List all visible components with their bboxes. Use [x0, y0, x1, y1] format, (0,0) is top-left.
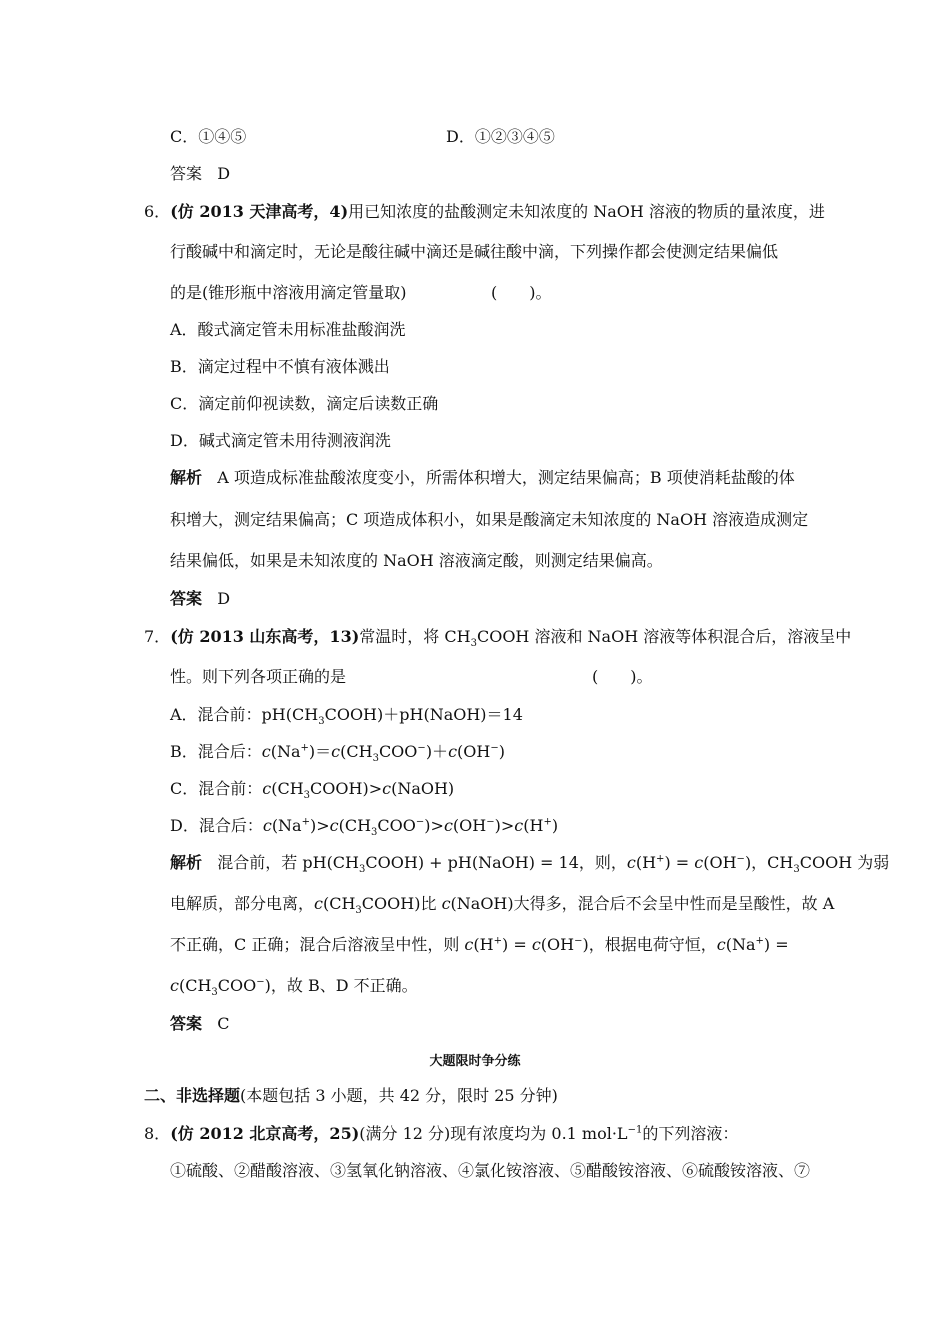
superscript: +	[543, 816, 552, 828]
conc-symbol: c	[262, 779, 272, 798]
option-text: (CH	[271, 779, 304, 798]
conc-symbol: c	[331, 742, 341, 761]
conc-symbol: c	[514, 816, 524, 835]
question-text: 用已知浓度的盐酸测定未知浓度的 NaOH 溶液的物质的量浓度，进	[348, 202, 825, 221]
analysis-text: 不正确，C 正确；混合后溶液呈中性，则	[170, 935, 465, 954]
question-text: 的下列溶液：	[642, 1124, 739, 1143]
q7-analysis-line2	[170, 893, 834, 915]
option-text: B．混合后：	[170, 742, 262, 761]
question-number: 6．	[144, 202, 171, 221]
q7-option-b	[170, 741, 505, 763]
q6-analysis-line1	[170, 467, 795, 489]
section-description: (本题包括 3 小题，共 42 分，限时 25 分钟)	[240, 1086, 558, 1105]
section-title-text: 二、非选择题	[144, 1086, 241, 1105]
option-text: COOH)>	[310, 779, 383, 798]
option-text: )>	[494, 816, 515, 835]
analysis-text: ) =	[501, 935, 532, 954]
conc-symbol: c	[448, 742, 458, 761]
conc-symbol: c	[329, 816, 339, 835]
q5-answer	[170, 163, 230, 185]
conc-symbol: c	[694, 853, 704, 872]
q6-stem-line3: 的是(锥形瓶中溶液用滴定管量取)	[170, 283, 407, 302]
option-text: (Na	[270, 742, 301, 761]
q7-option-d	[170, 815, 558, 837]
option-text: (OH	[452, 816, 487, 835]
analysis-text: COOH 为弱	[799, 853, 890, 872]
analysis-text: 电解质，部分电离，	[170, 894, 315, 913]
analysis-text: )，故 B、D 不正确。	[264, 976, 418, 995]
q6-answer	[170, 588, 230, 610]
q7-option-c	[170, 778, 454, 800]
section-heading: 大题限时争分练	[429, 1054, 521, 1069]
q5-option-d: D．①②③④⑤	[446, 127, 555, 146]
conc-symbol: c	[262, 816, 272, 835]
subscript: 3	[359, 864, 366, 876]
superscript: −	[256, 976, 265, 988]
conc-symbol: c	[531, 935, 541, 954]
option-text: (Na	[271, 816, 302, 835]
option-text: )>	[424, 816, 444, 835]
q7-answer-paren: ( )。	[592, 667, 653, 686]
q6-option-b: B．滴定过程中不慎有液体溅出	[170, 357, 390, 376]
analysis-text: (NaOH)大得多，混合后不会呈中性而是呈酸性，故 A	[450, 894, 835, 913]
q7-stem-line2: 性。则下列各项正确的是	[170, 667, 347, 686]
question-source: (仿 2013 山东高考，13)	[170, 627, 360, 646]
answer-value: C	[217, 1014, 230, 1033]
analysis-text: )，CH	[744, 853, 794, 872]
q6-stem-line2: 行酸碱中和滴定时，无论是酸往碱中滴还是碱往酸中滴，下列操作都会使测定结果偏低	[170, 242, 779, 261]
q7-analysis-line1	[170, 852, 889, 874]
q6-option-c: C．滴定前仰视读数，滴定后读数正确	[170, 394, 439, 413]
superscript: +	[656, 853, 665, 865]
q6-analysis-line3: 结果偏低，如果是未知浓度的 NaOH 溶液滴定酸，则测定结果偏高。	[170, 551, 663, 570]
question-source: (仿 2012 北京高考，25)	[170, 1124, 360, 1143]
conc-symbol: c	[626, 853, 636, 872]
answer-label: 答案	[170, 1014, 203, 1033]
option-text: A．混合前：pH(CH	[170, 705, 319, 724]
superscript: +	[755, 935, 764, 947]
option-text: COO	[377, 816, 416, 835]
superscript: −1	[627, 1124, 643, 1136]
q7-stem-line1	[144, 626, 851, 648]
conc-symbol: c	[314, 894, 323, 913]
subscript: 3	[211, 987, 218, 999]
q8-stem-line2: ①硫酸、②醋酸溶液、③氢氧化钠溶液、④氯化铵溶液、⑤醋酸铵溶液、⑥硫酸铵溶液、⑦	[170, 1161, 811, 1180]
analysis-text: COO	[217, 976, 257, 995]
q6-analysis-line2: 积增大，测定结果偏高；C 项造成体积小，如果是酸滴定未知浓度的 NaOH 溶液造成测定	[170, 510, 809, 529]
conc-symbol: c	[464, 935, 474, 954]
q8-stem-line1	[144, 1123, 738, 1145]
q5-option-c: C．①④⑤	[170, 127, 247, 146]
question-source: (仿 2013 天津高考，4)	[170, 202, 349, 221]
answer-value: D	[217, 589, 231, 608]
q6-option-a: A．酸式滴定管未用标准盐酸润洗	[170, 320, 406, 339]
superscript: +	[493, 935, 502, 947]
option-text: )＝	[308, 742, 332, 761]
q7-analysis-line3	[170, 934, 789, 956]
superscript: −	[417, 742, 426, 754]
answer-label: 答案	[170, 164, 203, 183]
answer-label: 答案	[170, 589, 203, 608]
superscript: −	[574, 935, 583, 947]
superscript: +	[300, 742, 309, 754]
option-text: C．混合前：	[170, 779, 263, 798]
analysis-text: ) =	[763, 935, 789, 954]
q7-option-a	[170, 704, 523, 726]
analysis-text: COOH)比	[361, 894, 442, 913]
analysis-text: (H	[473, 935, 494, 954]
superscript: −	[490, 742, 499, 754]
superscript: +	[301, 816, 310, 828]
analysis-text: ) =	[664, 853, 695, 872]
conc-symbol: c	[170, 976, 179, 995]
option-text: )	[551, 816, 559, 835]
analysis-text: (OH	[540, 935, 575, 954]
option-text: )＋	[425, 742, 449, 761]
conc-symbol: c	[443, 816, 453, 835]
option-text: (H	[523, 816, 544, 835]
option-text: )>	[309, 816, 330, 835]
superscript: −	[486, 816, 495, 828]
analysis-text: A 项造成标准盐酸浓度变小，所需体积增大，测定结果偏高；B 项使消耗盐酸的体	[217, 468, 795, 487]
option-text: COO	[378, 742, 418, 761]
option-text: (CH	[338, 816, 372, 835]
subscript: 3	[371, 827, 378, 839]
subscript: 3	[303, 790, 311, 802]
question-text: COOH 溶液和 NaOH 溶液等体积混合后，溶液呈中	[476, 627, 852, 646]
option-text: D．混合后：	[170, 816, 263, 835]
question-text: 常温时，将 CH	[359, 627, 471, 646]
analysis-label: 解析	[170, 853, 203, 872]
question-text: (满分 12 分)现有浓度均为 0.1 mol·L	[359, 1124, 628, 1143]
question-number: 8．	[144, 1124, 171, 1143]
option-text: )	[498, 742, 505, 761]
analysis-text: )，根据电荷守恒，	[582, 935, 717, 954]
q6-answer-paren: ( )。	[491, 283, 552, 302]
conc-symbol: c	[261, 742, 271, 761]
q7-answer	[170, 1013, 230, 1035]
q6-stem-line1	[144, 201, 825, 223]
conc-symbol: c	[441, 894, 451, 913]
subscript: 3	[470, 638, 477, 650]
analysis-text: (CH	[322, 894, 356, 913]
analysis-text: (H	[635, 853, 657, 872]
q6-option-d: D．碱式滴定管未用待测液润洗	[170, 431, 391, 450]
subscript: 3	[318, 716, 325, 728]
subscript: 3	[372, 753, 379, 765]
superscript: −	[736, 853, 745, 865]
subscript: 3	[355, 905, 362, 917]
conc-symbol: c	[382, 779, 392, 798]
option-text: (CH	[340, 742, 373, 761]
option-text: (OH	[457, 742, 491, 761]
analysis-text: COOH) + pH(NaOH) = 14，则，	[365, 853, 627, 872]
question-number: 7．	[144, 627, 171, 646]
answer-value: D	[217, 164, 231, 183]
analysis-text: (Na	[725, 935, 756, 954]
analysis-text: 混合前，若 pH(CH	[217, 853, 360, 872]
option-text: COOH)＋pH(NaOH)＝14	[324, 705, 523, 724]
option-text: (NaOH)	[391, 779, 455, 798]
analysis-text: (CH	[178, 976, 212, 995]
analysis-label: 解析	[170, 468, 203, 487]
q7-analysis-line4	[170, 975, 418, 997]
subscript: 3	[793, 864, 800, 876]
analysis-text: (OH	[703, 853, 737, 872]
section-title	[144, 1085, 558, 1107]
superscript: −	[415, 816, 425, 828]
conc-symbol: c	[716, 935, 726, 954]
